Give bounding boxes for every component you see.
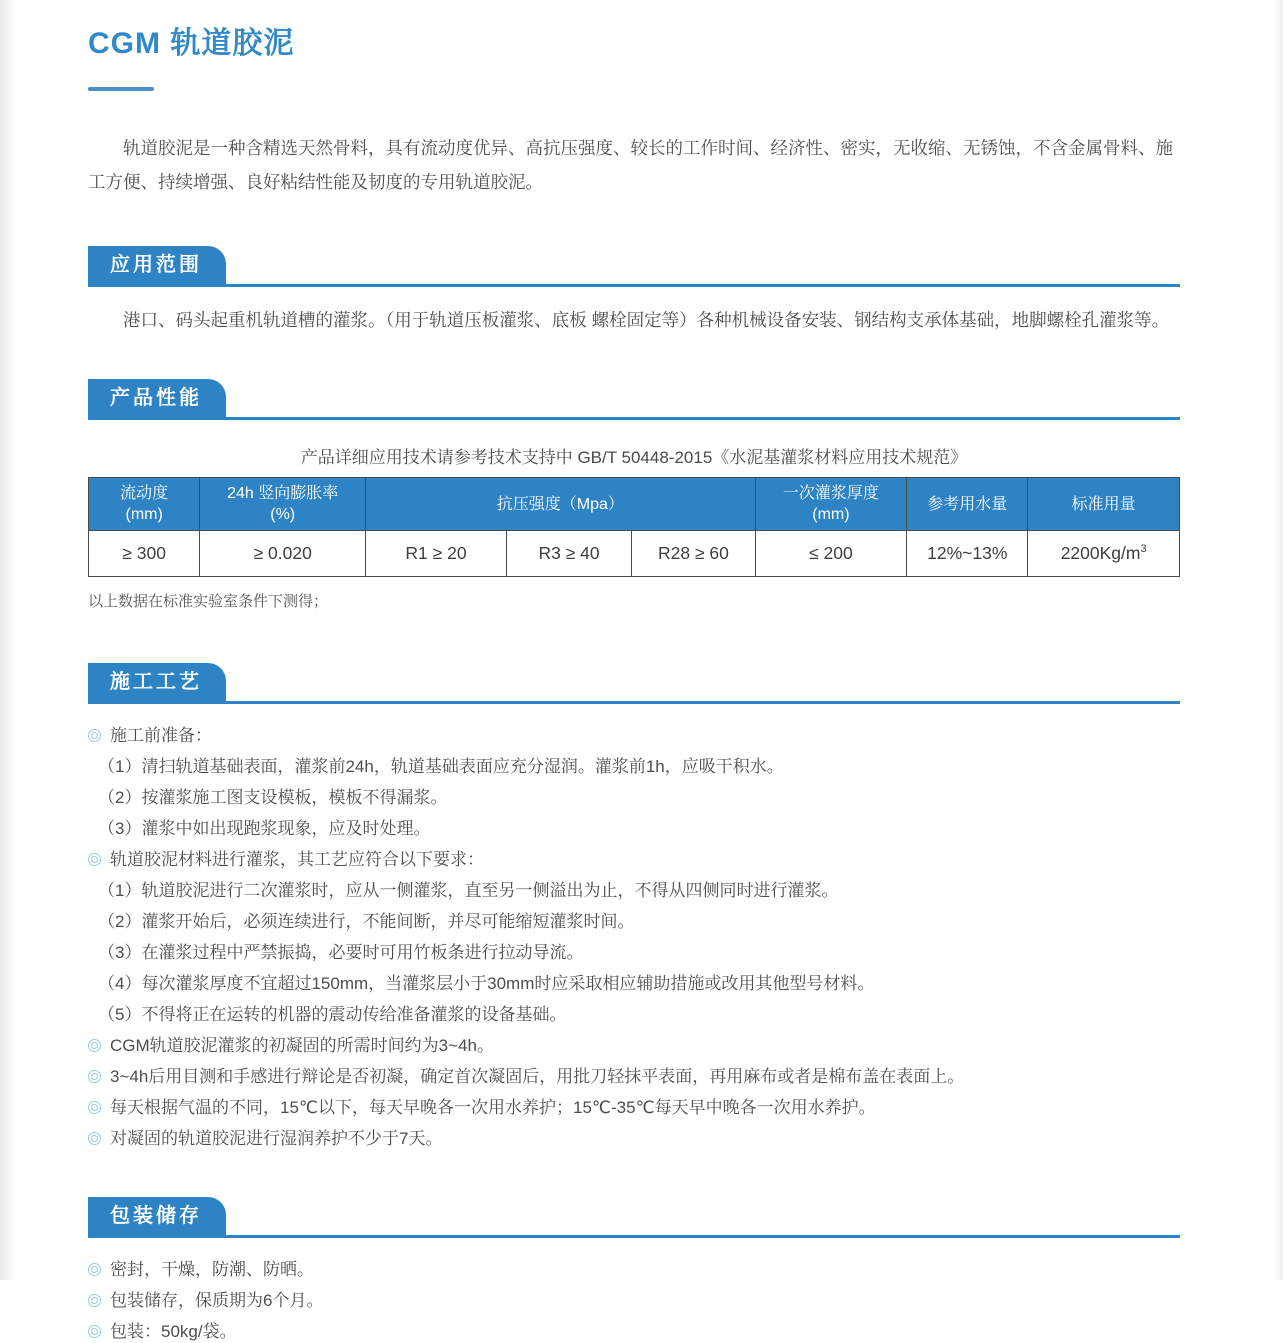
list-item: 对凝固的轨道胶泥进行湿润养护不少于7天。 (88, 1128, 1180, 1150)
list-item: （1）轨道胶泥进行二次灌浆时，应从一侧灌浆，直至另一侧溢出为止，不得从四侧同时进行灌浆。 (98, 881, 839, 900)
section-heading-badge: 产品性能 (88, 379, 226, 417)
list-item: 轨道胶泥材料进行灌浆，其工艺应符合以下要求： (88, 849, 1180, 871)
title-underline (88, 87, 154, 91)
list-item: （2）按灌浆施工图支设模板，模板不得漏浆。 (98, 788, 448, 807)
section-header (88, 246, 1180, 287)
ring-bullet-icon (88, 1070, 101, 1083)
cell-fluidity: ≥ 300 (89, 531, 200, 577)
performance-table (88, 477, 1180, 577)
list-item: （3）灌浆中如出现跑浆现象，应及时处理。 (98, 819, 431, 838)
list-item: （4）每次灌浆厚度不宜超过150mm，当灌浆层小于30mm时应采取相应辅助措施或改用其他型号材料。 (98, 974, 875, 993)
ring-bullet-icon (88, 1132, 101, 1145)
cell-thickness: ≤ 200 (755, 531, 907, 577)
ring-bullet-icon (88, 729, 101, 742)
header-compressive-strength: 抗压强度（Mpa） (366, 478, 755, 531)
cell-dosage: $2200Kg/m^3$ (1028, 531, 1180, 577)
section-performance (88, 379, 1180, 611)
section-heading-badge: 施工工艺 (88, 663, 226, 701)
cell-r3: R3 ≥ 40 (506, 531, 631, 577)
ring-bullet-icon (88, 1325, 101, 1338)
ring-bullet-icon (88, 1039, 101, 1052)
header-vertical-expansion: 24h 竖向膨胀率 (%) (200, 478, 366, 531)
header-fluidity: 流动度 (mm) (89, 478, 200, 531)
list-item: 包装：50kg/袋。 (88, 1321, 1180, 1343)
section-header (88, 663, 1180, 704)
list-item: 密封，干燥，防潮、防晒。 (88, 1259, 1180, 1281)
section-header (88, 379, 1180, 420)
section-heading-badge: 包装储存 (88, 1197, 226, 1235)
table-footnote: 以上数据在标准实验室条件下测得； (88, 593, 329, 610)
process-list (88, 725, 1180, 1150)
ring-bullet-icon (88, 853, 101, 866)
cell-r1: R1 ≥ 20 (366, 531, 507, 577)
table-header-row (89, 478, 1180, 531)
cell-expansion: ≥ 0.020 (200, 531, 366, 577)
section-process (88, 663, 1180, 1150)
cell-water: 12%~13% (907, 531, 1028, 577)
ring-bullet-icon (88, 1263, 101, 1276)
list-item: 每天根据气温的不同，15℃以下，每天早晚各一次用水养护；15℃-35℃每天早中晚各一次用水养护。 (88, 1097, 1180, 1119)
packaging-list (88, 1259, 1180, 1343)
header-standard-dosage: 标准用量 (1028, 478, 1180, 531)
list-item: （1）清扫轨道基础表面，灌浆前24h，轨道基础表面应充分湿润。灌浆前1h，应吸干积水。 (98, 757, 784, 776)
list-item: 施工前准备： (88, 725, 1180, 747)
page-title: CGM 轨道胶泥 (88, 27, 295, 60)
ring-bullet-icon (88, 1294, 101, 1307)
ring-bullet-icon (88, 1101, 101, 1114)
list-item: 包装储存，保质期为6个月。 (88, 1290, 1180, 1312)
list-item: （5）不得将正在运转的机器的震动传给准备灌浆的设备基础。 (98, 1005, 567, 1024)
list-item: （2）灌浆开始后，必须连续进行，不能间断，并尽可能缩短灌浆时间。 (98, 912, 635, 931)
list-item: 3~4h后用目测和手感进行辩论是否初凝，确定首次凝固后，用批刀轻抹平表面，再用麻布或者是棉布盖在表面上。 (88, 1066, 1180, 1088)
section-heading-badge: 应用范围 (88, 246, 226, 284)
header-reference-water: 参考用水量 (907, 478, 1028, 531)
list-item: CGM轨道胶泥灌浆的初凝固的所需时间约为3~4h。 (88, 1035, 1180, 1057)
section-application (88, 246, 1180, 336)
performance-reference-note: 产品详细应用技术请参考技术支持中 GB/T 50448-2015《水泥基灌浆材料应用技术规范》 (300, 448, 968, 467)
cell-r28: R28 ≥ 60 (632, 531, 755, 577)
intro-paragraph: 轨道胶泥是一种含精选天然骨料，具有流动度优异、高抗压强度、较长的工作时间、经济性、密实，无收缩、无锈蚀，不含金属骨料、施工方便、持续增强、良好粘结性能及韧度的专用轨道胶泥。 (88, 138, 1173, 192)
list-item: （3）在灌浆过程中严禁振捣，必要时可用竹板条进行拉动导流。 (98, 943, 584, 962)
header-single-grout-thickness: 一次灌浆厚度 (mm) (755, 478, 907, 531)
section-header (88, 1197, 1180, 1238)
section-packaging (88, 1197, 1180, 1343)
application-body-text: 港口、码头起重机轨道槽的灌浆。（用于轨道压板灌浆、底板 螺栓固定等）各种机械设备安装、钢结构支承体基础，地脚螺栓孔灌浆等。 (123, 310, 1170, 330)
table-data-row (89, 531, 1180, 577)
